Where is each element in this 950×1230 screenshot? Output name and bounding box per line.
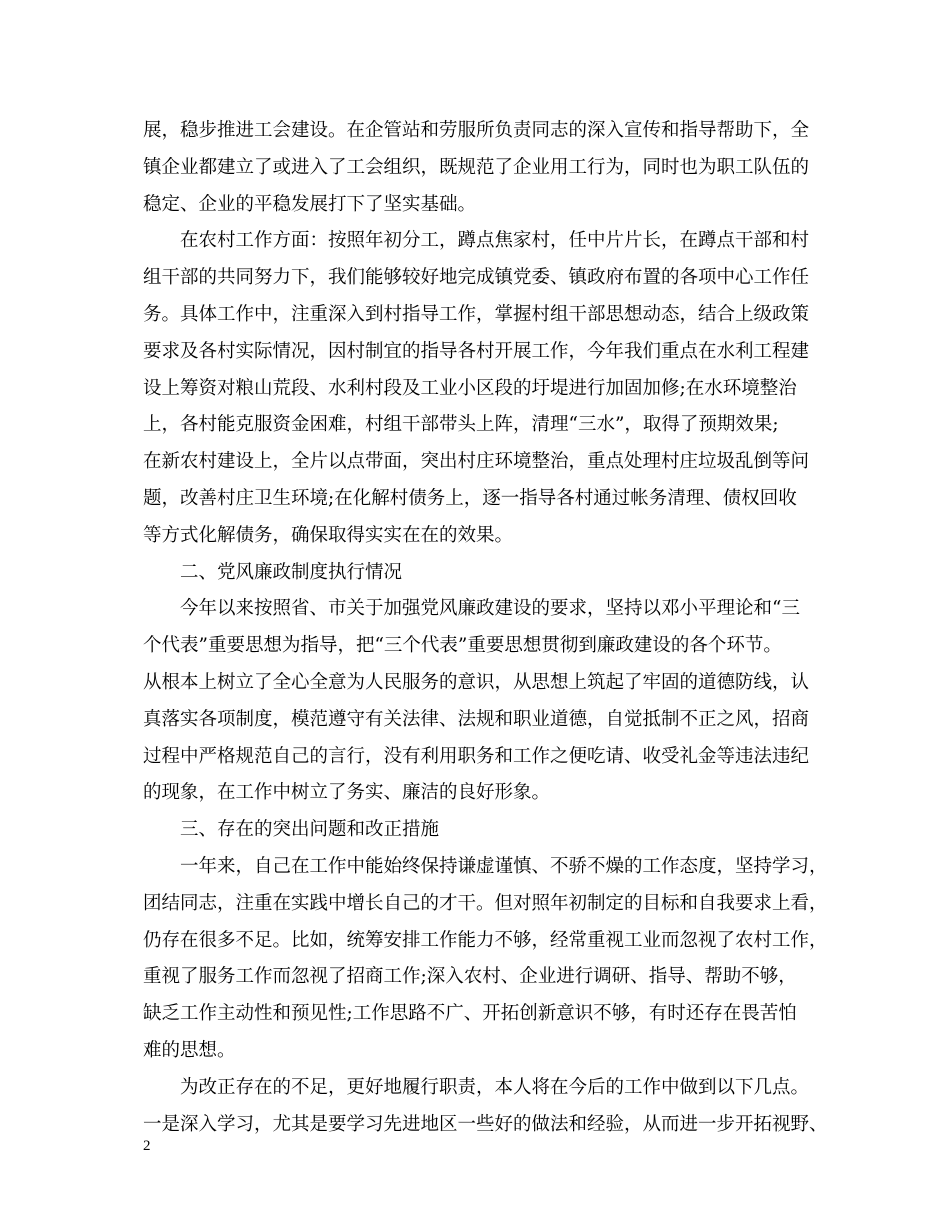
text-line: 真落实各项制度，模范遵守有关法律、法规和职业道德，自觉抵制不正之风，招商: [143, 708, 810, 730]
text-line: 团结同志，注重在实践中增长自己的才干。但对照年初制定的目标和自我要求上看，: [143, 892, 828, 914]
text-line: 上，各村能克服资金困难，村组干部带头上阵，清理“三水”，取得了预期效果;: [143, 414, 779, 436]
text-line: 缺乏工作主动性和预见性;工作思路不广、开拓创新意识不够，有时还存在畏苦怕: [143, 1003, 797, 1025]
text-line: 在新农村建设上，全片以点带面，突出村庄环境整治，重点处理村庄垃圾乱倒等问: [143, 451, 810, 473]
text-line: 重视了服务工作而忽视了招商工作;深入农村、企业进行调研、指导、帮助不够，: [143, 966, 797, 988]
text-line: 三、存在的突出问题和改正措施: [180, 819, 440, 841]
text-line: 一年来，自己在工作中能始终保持谦虚谨慎、不骄不燥的工作态度，坚持学习，: [180, 855, 828, 877]
text-line: 题，改善村庄卫生环境;在化解村债务上，逐一指导各村通过帐务清理、债权回收: [143, 487, 797, 509]
text-line: 从根本上树立了全心全意为人民服务的意识，从思想上筑起了牢固的道德防线，认: [143, 671, 810, 693]
page-number: 2: [143, 1138, 151, 1154]
text-line: 稳定、企业的平稳发展打下了坚实基础。: [143, 193, 477, 215]
text-line: 今年以来按照省、市关于加强党风廉政建设的要求，坚持以邓小平理论和“三: [180, 598, 800, 620]
text-line: 个代表”重要思想为指导，把“三个代表”重要思想贯彻到廉政建设的各个环节。: [143, 635, 782, 657]
paragraph: [143, 1070, 828, 1144]
text-line: 为改正存在的不足，更好地履行职责，本人将在今后的工作中做到以下几点。: [180, 1076, 810, 1098]
text-line: 展，稳步推进工会建设。在企管站和劳服所负责同志的深入宣传和指导帮助下，全: [143, 120, 810, 141]
paragraph: [143, 555, 813, 592]
paragraph: [143, 812, 813, 849]
text-line: 难的思想。: [143, 1039, 236, 1061]
text-line: 务。具体工作中，注重深入到村指导工作，掌握村组干部思想动态，结合上级政策: [143, 303, 810, 325]
document-body: [143, 113, 828, 1143]
text-line: 在农村工作方面：按照年初分工，蹲点焦家村，任中片片长，在蹲点干部和村: [180, 230, 810, 252]
text-line: 一是深入学习，尤其是要学习先进地区一些好的做法和经验，从而进一步开拓视野、: [143, 1113, 828, 1135]
text-line: 设上筹资对粮山荒段、水利村段及工业小区段的圩堤进行加固加修;在水环境整治: [143, 377, 797, 399]
text-line: 的现象，在工作中树立了务实、廉洁的良好形象。: [143, 782, 551, 804]
text-line: 组干部的共同努力下，我们能够较好地完成镇党委、镇政府布置的各项中心工作任: [143, 267, 810, 289]
text-line: 要求及各村实际情况，因村制宜的指导各村开展工作，今年我们重点在水利工程建: [143, 340, 810, 362]
text-line: 镇企业都建立了或进入了工会组织，既规范了企业用工行为，同时也为职工队伍的: [143, 156, 810, 178]
paragraph: [143, 223, 813, 554]
text-line: 仍存在很多不足。比如，统筹安排工作能力不够，经常重视工业而忽视了农村工作，: [143, 929, 828, 951]
text-line: 过程中严格规范自己的言行，没有利用职务和工作之便吃请、收受礼金等违法违纪: [143, 745, 810, 767]
paragraph: [143, 849, 828, 1070]
paragraph: [143, 591, 813, 812]
paragraph: [143, 113, 813, 223]
text-line: 二、党风廉政制度执行情况: [180, 561, 403, 583]
text-line: 等方式化解债务，确保取得实实在在的效果。: [143, 524, 514, 546]
